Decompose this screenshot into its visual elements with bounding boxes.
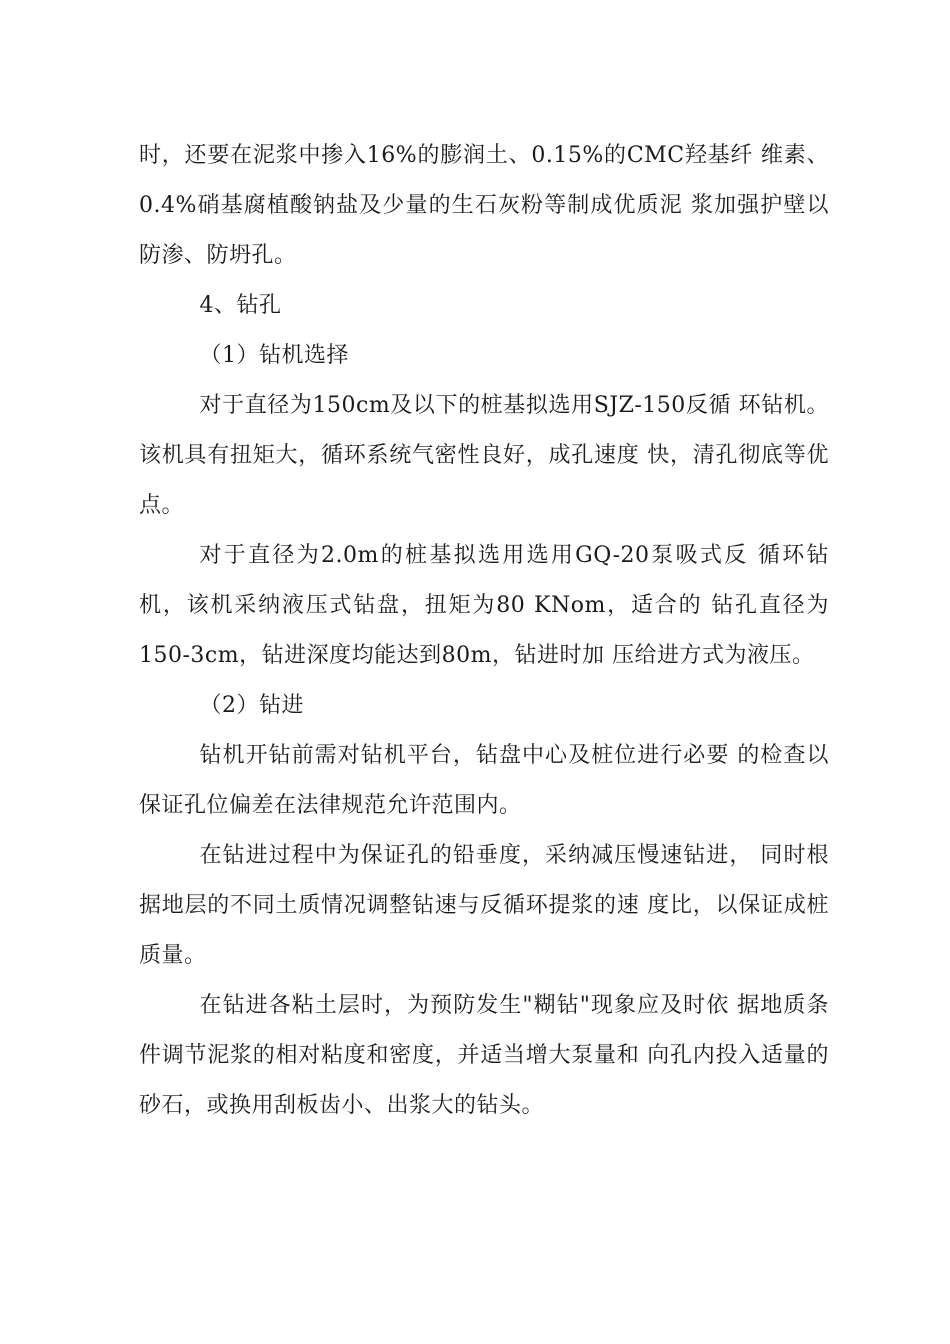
- subheading-rig-selection: （1）钻机选择: [199, 343, 349, 368]
- paragraph-pre-drilling-check: 钻机开钻前需对钻机平台，钻盘中心及桩位进行必要 的检查以保证孔位偏差在法律规范允许范围内。: [139, 743, 829, 818]
- subheading-drilling-advance: （2）钻进: [199, 693, 304, 718]
- paragraph-rig-150cm: 对于直径为150cm及以下的桩基拟选用SJZ-150反循 环钻机。该机具有扭矩大，循环系统气密性良好，成孔速度 快，清孔彻底等优点。: [139, 393, 829, 518]
- paragraph-mud-additives: 时，还要在泥浆中掺入16%的膨润土、0.15%的CMC羟基纤 维素、0.4%硝基腐植酸钠盐及少量的生石灰粉等制成优质泥 浆加强护壁以防渗、防坍孔。: [139, 143, 829, 268]
- document-body: [139, 131, 829, 1131]
- section-heading-drilling: 4、钻孔: [199, 293, 282, 318]
- paragraph-rig-2m: 对于直径为2.0m的桩基拟选用选用GQ-20泵吸式反 循环钻机，该机采纳液压式钻盘，扭矩为80 KNom，适合的 钻孔直径为150-3cm，钻进深度均能达到80m，钻进时加 压给进方式为液压。: [139, 543, 829, 668]
- paragraph-clay-layers: 在钻进各粘土层时，为预防发生"糊钻"现象应及时依 据地质条件调节泥浆的相对粘度和密度，并适当增大泵量和 向孔内投入适量的砂石，或换用刮板齿小、出浆大的钻头。: [139, 993, 829, 1118]
- paragraph-verticality: 在钻进过程中为保证孔的铅垂度，采纳减压慢速钻进， 同时根据地层的不同土质情况调整钻速与反循环提浆的速 度比，以保证成桩质量。: [139, 843, 829, 968]
